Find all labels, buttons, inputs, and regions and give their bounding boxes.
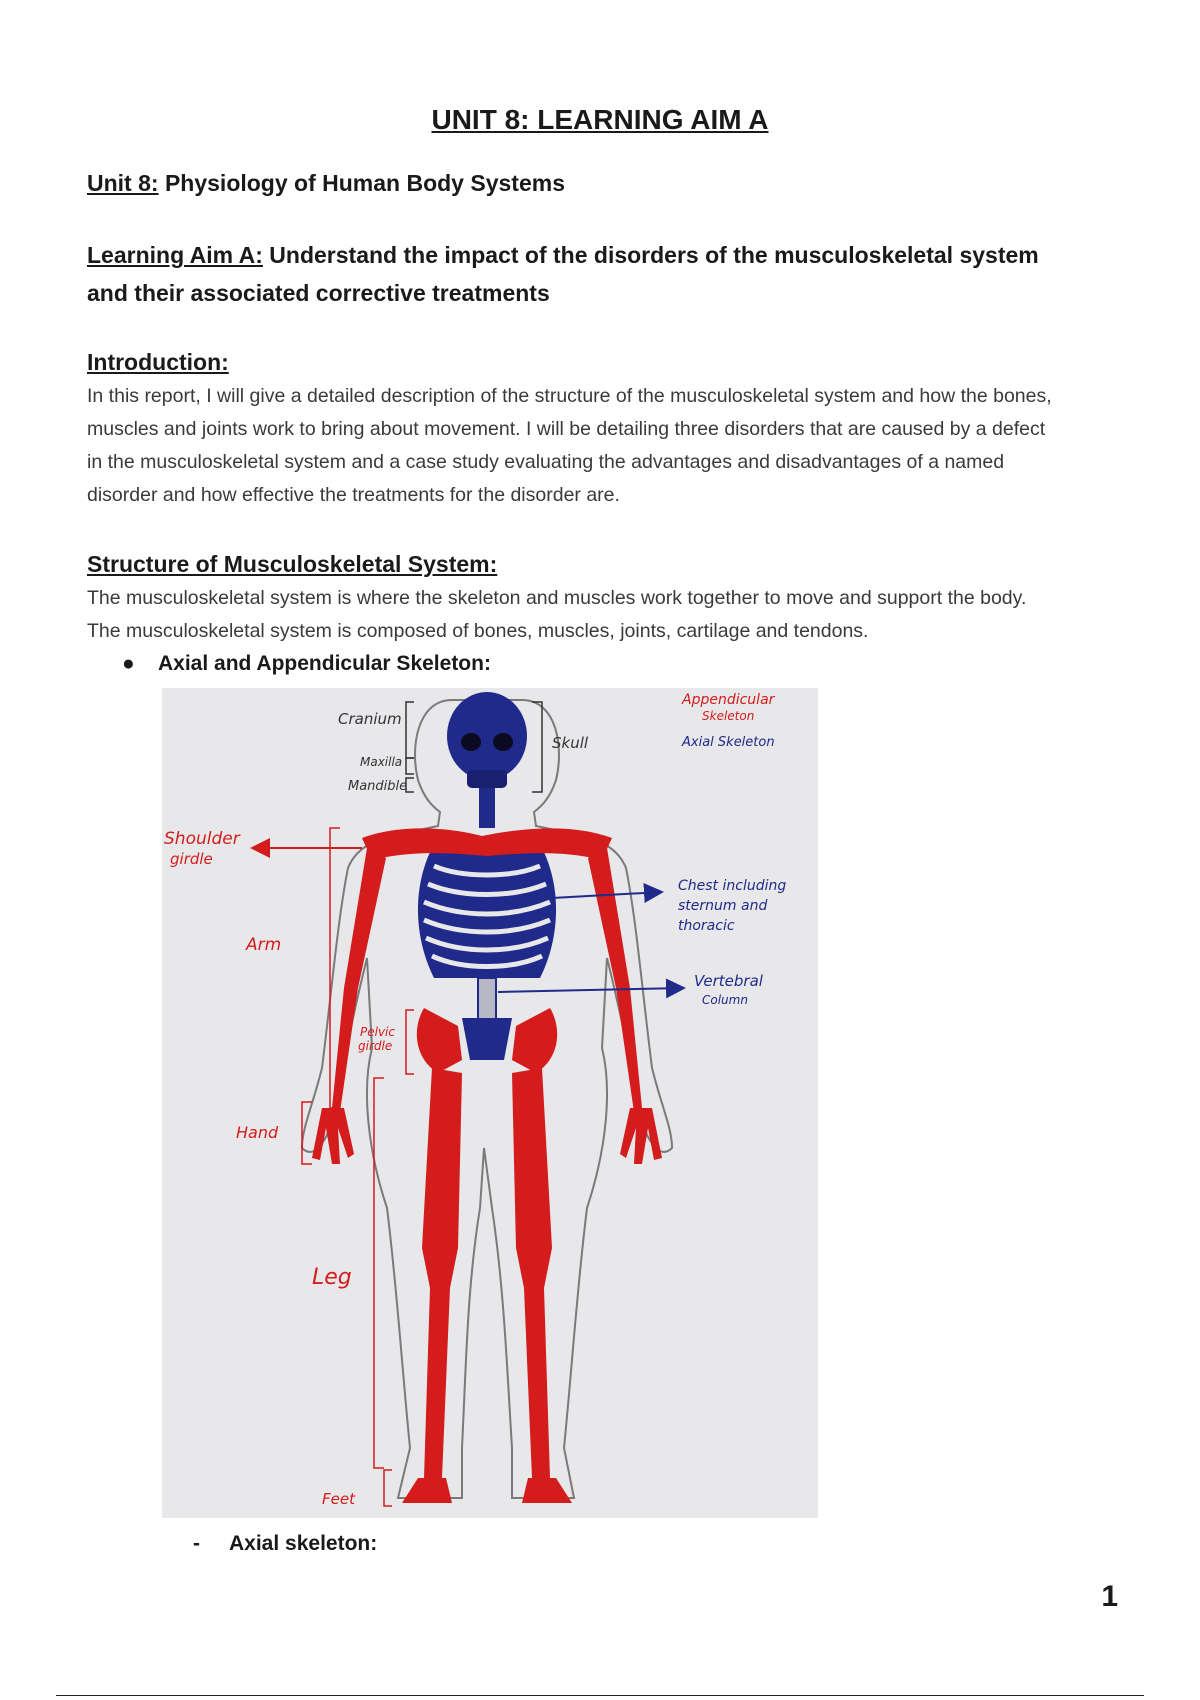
legend-axial: Axial Skeleton [682,735,775,750]
label-chest-2: sternum and [678,898,768,914]
right-leg [512,1068,552,1478]
intro-line: disorder and how effective the treatments for the disorder are. [87,484,620,506]
document-title: UNIT 8: LEARNING AIM A [431,104,769,135]
skeleton-diagram [162,688,818,1518]
skull [447,692,527,780]
intro-line: in the musculoskeletal system and a case study evaluating the advantages and disadvantages of a named [87,451,1005,473]
aim-heading-line-2: and their associated corrective treatments [87,280,550,306]
label-pelvic-2: girdle [358,1039,393,1053]
label-maxilla: Maxilla [360,755,403,769]
label-vertebral-2: Column [702,993,748,1007]
label-arm: Arm [246,935,282,955]
left-leg [422,1068,462,1478]
label-hand: Hand [236,1123,279,1142]
label-chest: Chest including [678,878,787,894]
introduction-paragraph [87,380,1127,512]
sacrum [462,1018,512,1060]
unit-heading [87,164,1117,202]
unit-label: Unit 8: [87,170,159,196]
shoulder-girdle [362,828,612,860]
structure-line: The musculoskeletal system is where the skeleton and muscles work together to move and support the body. [87,587,1027,609]
intro-line: In this report, I will give a detailed description of the structure of the musculoskeletal system and how the bones, [87,385,1052,407]
label-mandible: Mandible [348,779,408,794]
pelvic-bracket [406,1010,414,1074]
cervical-spine [479,788,495,828]
footer-rule [56,1695,1144,1696]
eye-socket [461,733,481,751]
label-chest-3: thoracic [678,918,735,934]
vertebral-arrow [498,988,684,992]
unit-text: Physiology of Human Body Systems [158,170,565,196]
bullet-item [122,652,491,676]
label-leg: Leg [312,1265,352,1290]
right-foot [522,1478,572,1503]
label-skull: Skull [552,734,589,752]
structure-heading: Structure of Musculoskeletal System: [87,551,498,577]
left-foot [402,1478,452,1503]
legend-appendicular-2: Skeleton [702,709,755,723]
eye-socket [493,733,513,751]
label-vertebral: Vertebral [694,972,763,990]
structure-paragraph [87,582,1127,648]
intro-line: muscles and joints work to bring about movement. I will be detailing three disorders that are caused by a defect [87,418,1046,440]
left-arm [332,848,386,1112]
right-hand [620,1108,662,1164]
label-feet: Feet [322,1490,355,1508]
introduction-heading: Introduction: [87,349,229,375]
legend-appendicular: Appendicular [682,692,775,708]
label-cranium: Cranium [338,710,402,728]
aim-heading [87,236,1117,274]
jaw [467,770,507,788]
dash-glyph: - [193,1532,200,1555]
structure-line: The musculoskeletal system is composed of bones, muscles, joints, cartilage and tendons. [87,620,869,642]
bullet-glyph: ● [122,652,135,675]
label-shoulder-2: girdle [170,850,213,868]
label-pelvic: Pelvic [360,1025,395,1039]
feet-bracket [384,1470,392,1506]
right-arm [588,848,642,1112]
bullet-text: Axial and Appendicular Skeleton: [158,652,491,675]
left-hand [312,1108,354,1164]
sub-bullet-item [193,1532,377,1556]
aim-label: Learning Aim A: [87,242,263,268]
label-shoulder: Shoulder [164,829,240,849]
leg-bracket [374,1078,384,1468]
sub-bullet-text: Axial skeleton: [229,1532,378,1555]
aim-line-1: Understand the impact of the disorders of the musculoskeletal system [262,242,1039,268]
page-number: 1 [1101,1580,1118,1613]
